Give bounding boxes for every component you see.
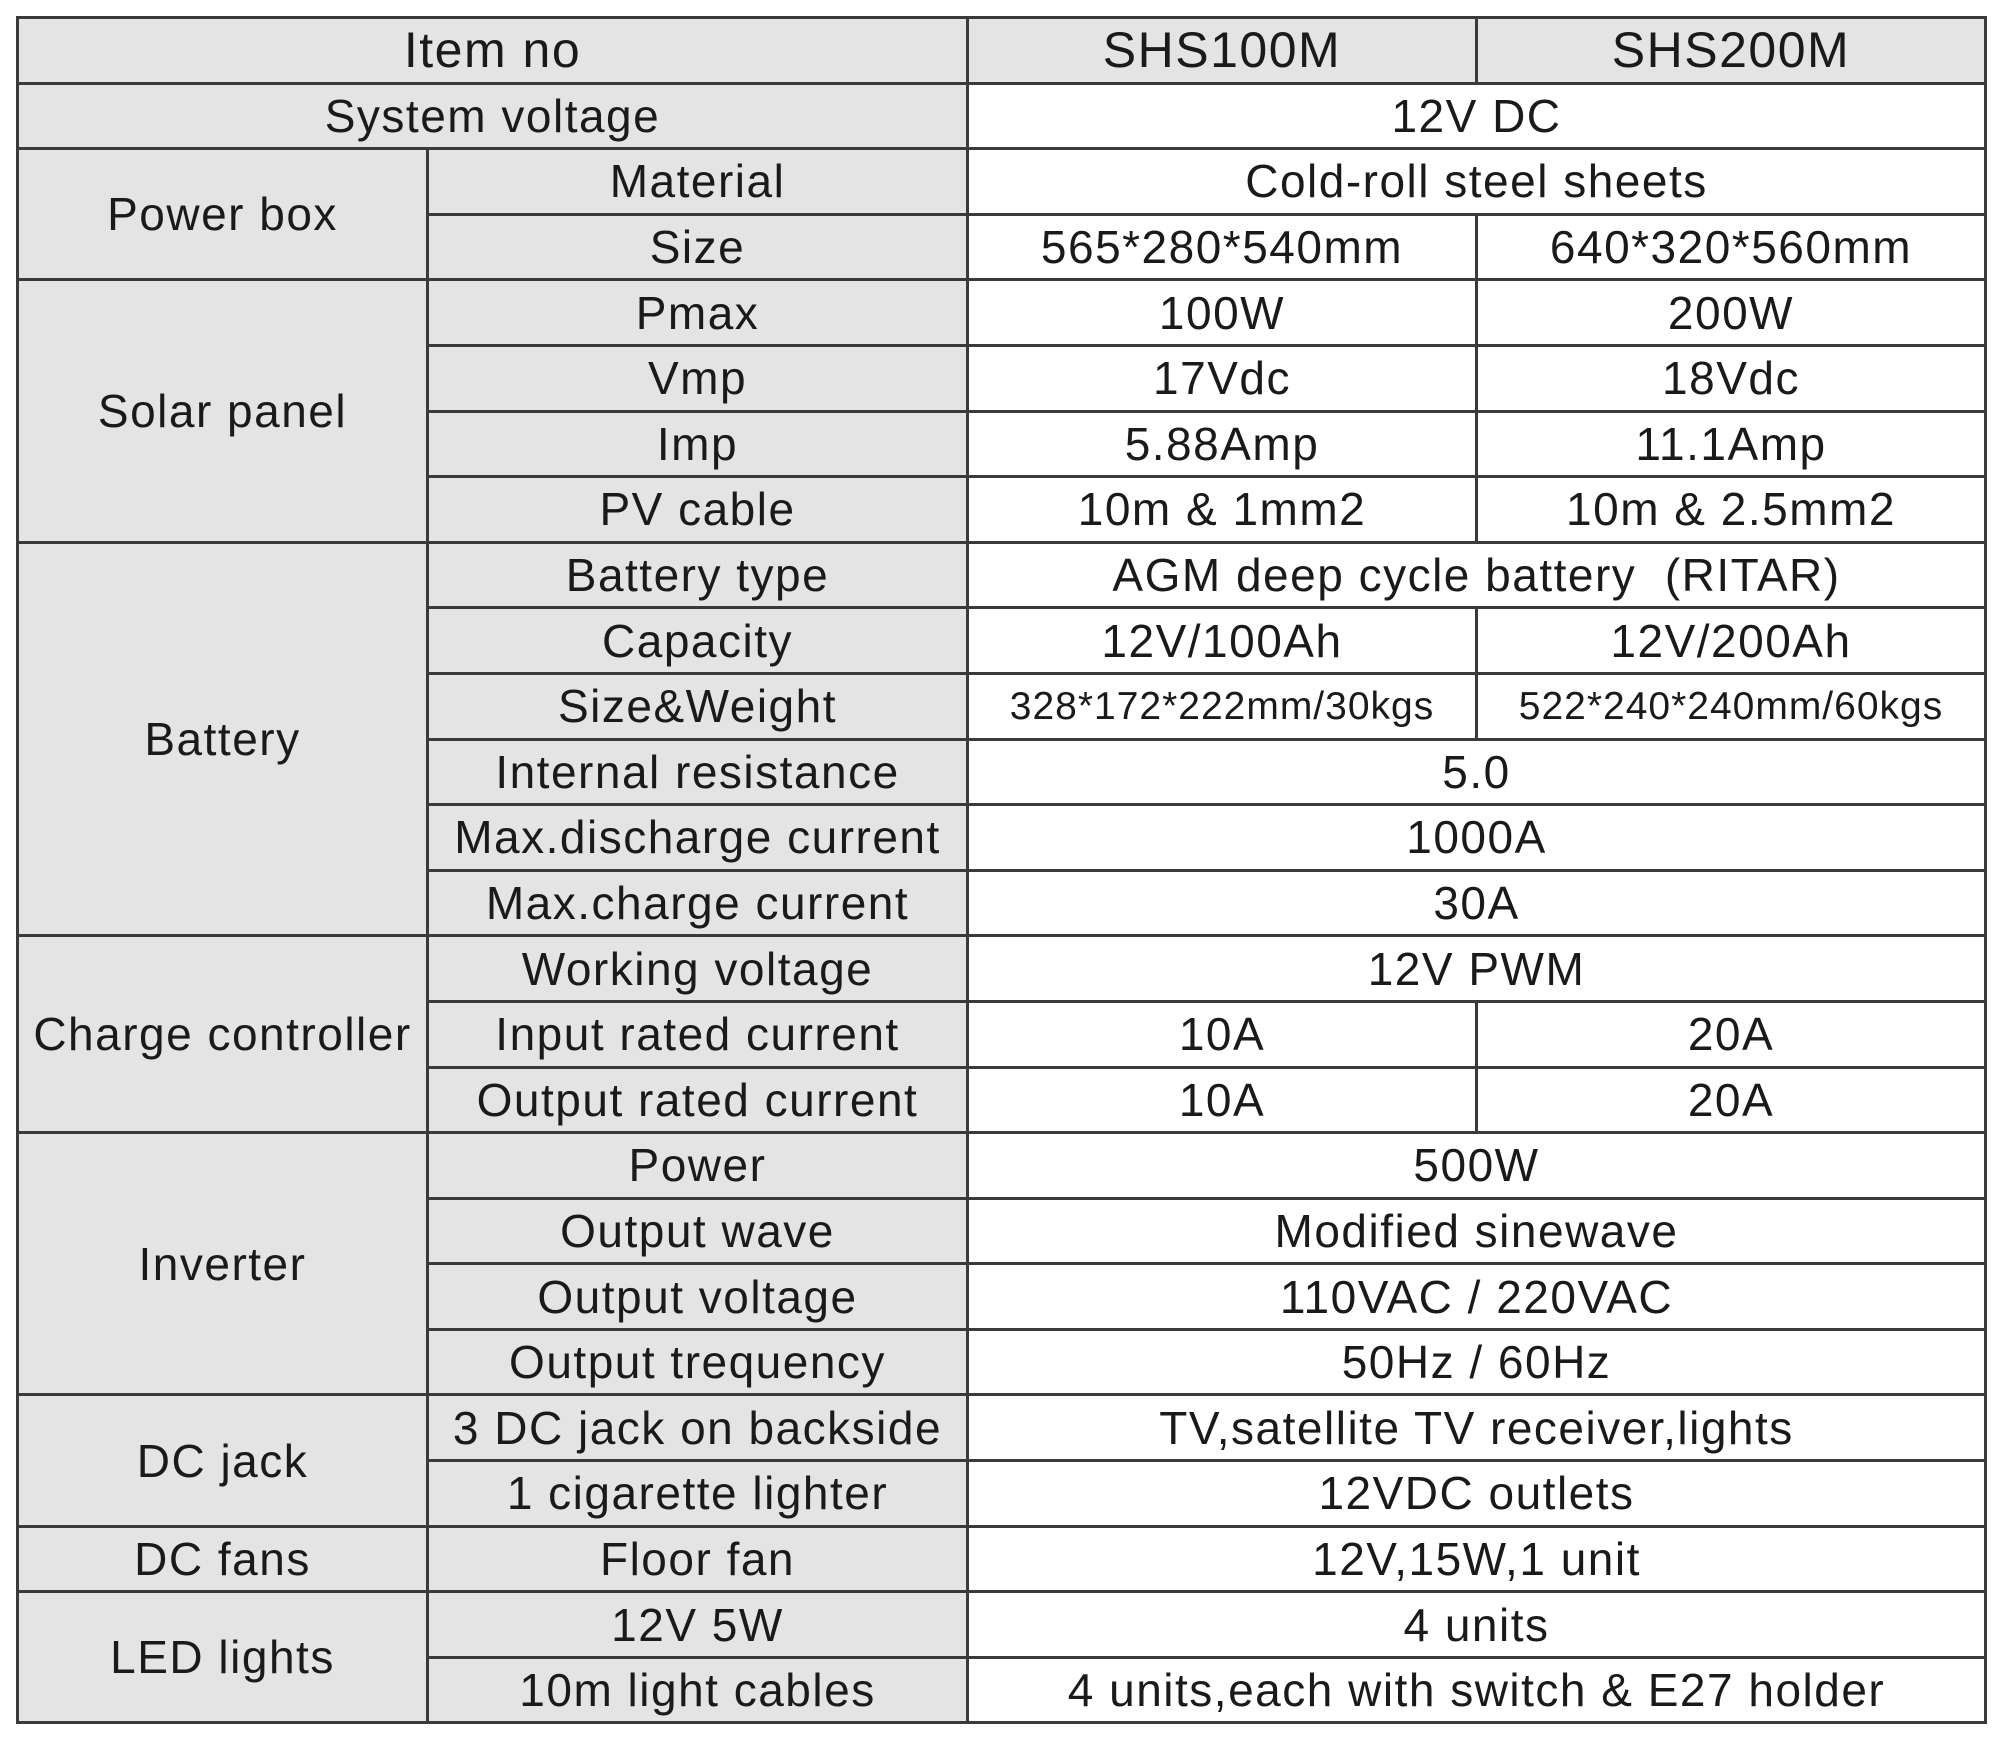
category-battery: Battery	[18, 542, 428, 936]
system-voltage-value: 12V DC	[968, 83, 1986, 149]
output-frequency-label: Output trequency	[428, 1329, 968, 1395]
pmax-label: Pmax	[428, 280, 968, 346]
table-row	[18, 149, 1986, 215]
table-row	[18, 936, 1986, 1002]
internal-resistance-label: Internal resistance	[428, 739, 968, 805]
category-charge-controller: Charge controller	[18, 936, 428, 1133]
output-voltage-value: 110VAC / 220VAC	[968, 1264, 1986, 1330]
output-wave-value: Modified sinewave	[968, 1198, 1986, 1264]
category-power-box: Power box	[18, 149, 428, 280]
system-voltage-label: System voltage	[18, 83, 968, 149]
max-discharge-value: 1000A	[968, 805, 1986, 871]
table-row	[18, 1526, 1986, 1592]
vmp-value-shs100m: 17Vdc	[968, 345, 1477, 411]
category-dc-jack: DC jack	[18, 1395, 428, 1526]
size-weight-value-shs200m: 522*240*240mm/60kgs	[1477, 673, 1986, 739]
led-value: 4 units	[968, 1592, 1986, 1658]
vmp-value-shs200m: 18Vdc	[1477, 345, 1986, 411]
size-value-shs200m: 640*320*560mm	[1477, 214, 1986, 280]
floor-fan-value: 12V,15W,1 unit	[968, 1526, 1986, 1592]
pmax-value-shs200m: 200W	[1477, 280, 1986, 346]
dc-jack-backside-value: TV,satellite TV receiver,lights	[968, 1395, 1986, 1461]
input-current-value-shs200m: 20A	[1477, 1001, 1986, 1067]
table-row	[18, 83, 1986, 149]
table-row	[18, 542, 1986, 608]
size-weight-label: Size&Weight	[428, 673, 968, 739]
category-inverter: Inverter	[18, 1133, 428, 1395]
floor-fan-label: Floor fan	[428, 1526, 968, 1592]
table-row	[18, 1395, 1986, 1461]
cigarette-lighter-label: 1 cigarette lighter	[428, 1461, 968, 1527]
light-cables-label: 10m light cables	[428, 1657, 968, 1723]
input-current-value-shs100m: 10A	[968, 1001, 1477, 1067]
imp-value-shs200m: 11.1Amp	[1477, 411, 1986, 477]
cigarette-lighter-value: 12VDC outlets	[968, 1461, 1986, 1527]
output-voltage-label: Output voltage	[428, 1264, 968, 1330]
working-voltage-label: Working voltage	[428, 936, 968, 1002]
pv-cable-value-shs200m: 10m & 2.5mm2	[1477, 477, 1986, 543]
light-cables-value: 4 units,each with switch & E27 holder	[968, 1657, 1986, 1723]
led-label: 12V 5W	[428, 1592, 968, 1658]
category-dc-fans: DC fans	[18, 1526, 428, 1592]
internal-resistance-value: 5.0	[968, 739, 1986, 805]
pmax-value-shs100m: 100W	[968, 280, 1477, 346]
output-current-value-shs100m: 10A	[968, 1067, 1477, 1133]
pv-cable-value-shs100m: 10m & 1mm2	[968, 477, 1477, 543]
table-row	[18, 1133, 1986, 1199]
material-value: Cold-roll steel sheets	[968, 149, 1986, 215]
battery-type-value: AGM deep cycle battery (RITAR)	[968, 542, 1986, 608]
size-value-shs100m: 565*280*540mm	[968, 214, 1477, 280]
inverter-power-label: Power	[428, 1133, 968, 1199]
size-label: Size	[428, 214, 968, 280]
capacity-value-shs100m: 12V/100Ah	[968, 608, 1477, 674]
vmp-label: Vmp	[428, 345, 968, 411]
spec-table	[16, 16, 1987, 1724]
header-row	[18, 18, 1986, 84]
input-current-label: Input rated current	[428, 1001, 968, 1067]
max-charge-value: 30A	[968, 870, 1986, 936]
max-discharge-label: Max.discharge current	[428, 805, 968, 871]
category-solar-panel: Solar panel	[18, 280, 428, 542]
inverter-power-value: 500W	[968, 1133, 1986, 1199]
model-header-shs200m: SHS200M	[1477, 18, 1986, 84]
imp-value-shs100m: 5.88Amp	[968, 411, 1477, 477]
battery-type-label: Battery type	[428, 542, 968, 608]
capacity-label: Capacity	[428, 608, 968, 674]
output-current-label: Output rated current	[428, 1067, 968, 1133]
max-charge-label: Max.charge current	[428, 870, 968, 936]
output-current-value-shs200m: 20A	[1477, 1067, 1986, 1133]
output-frequency-value: 50Hz / 60Hz	[968, 1329, 1986, 1395]
pv-cable-label: PV cable	[428, 477, 968, 543]
output-wave-label: Output wave	[428, 1198, 968, 1264]
table-row	[18, 280, 1986, 346]
table-row	[18, 1592, 1986, 1658]
model-header-shs100m: SHS100M	[968, 18, 1477, 84]
imp-label: Imp	[428, 411, 968, 477]
dc-jack-backside-label: 3 DC jack on backside	[428, 1395, 968, 1461]
category-led-lights: LED lights	[18, 1592, 428, 1723]
size-weight-value-shs100m: 328*172*222mm/30kgs	[968, 673, 1477, 739]
working-voltage-value: 12V PWM	[968, 936, 1986, 1002]
item-no-header: Item no	[18, 18, 968, 84]
material-label: Material	[428, 149, 968, 215]
capacity-value-shs200m: 12V/200Ah	[1477, 608, 1986, 674]
